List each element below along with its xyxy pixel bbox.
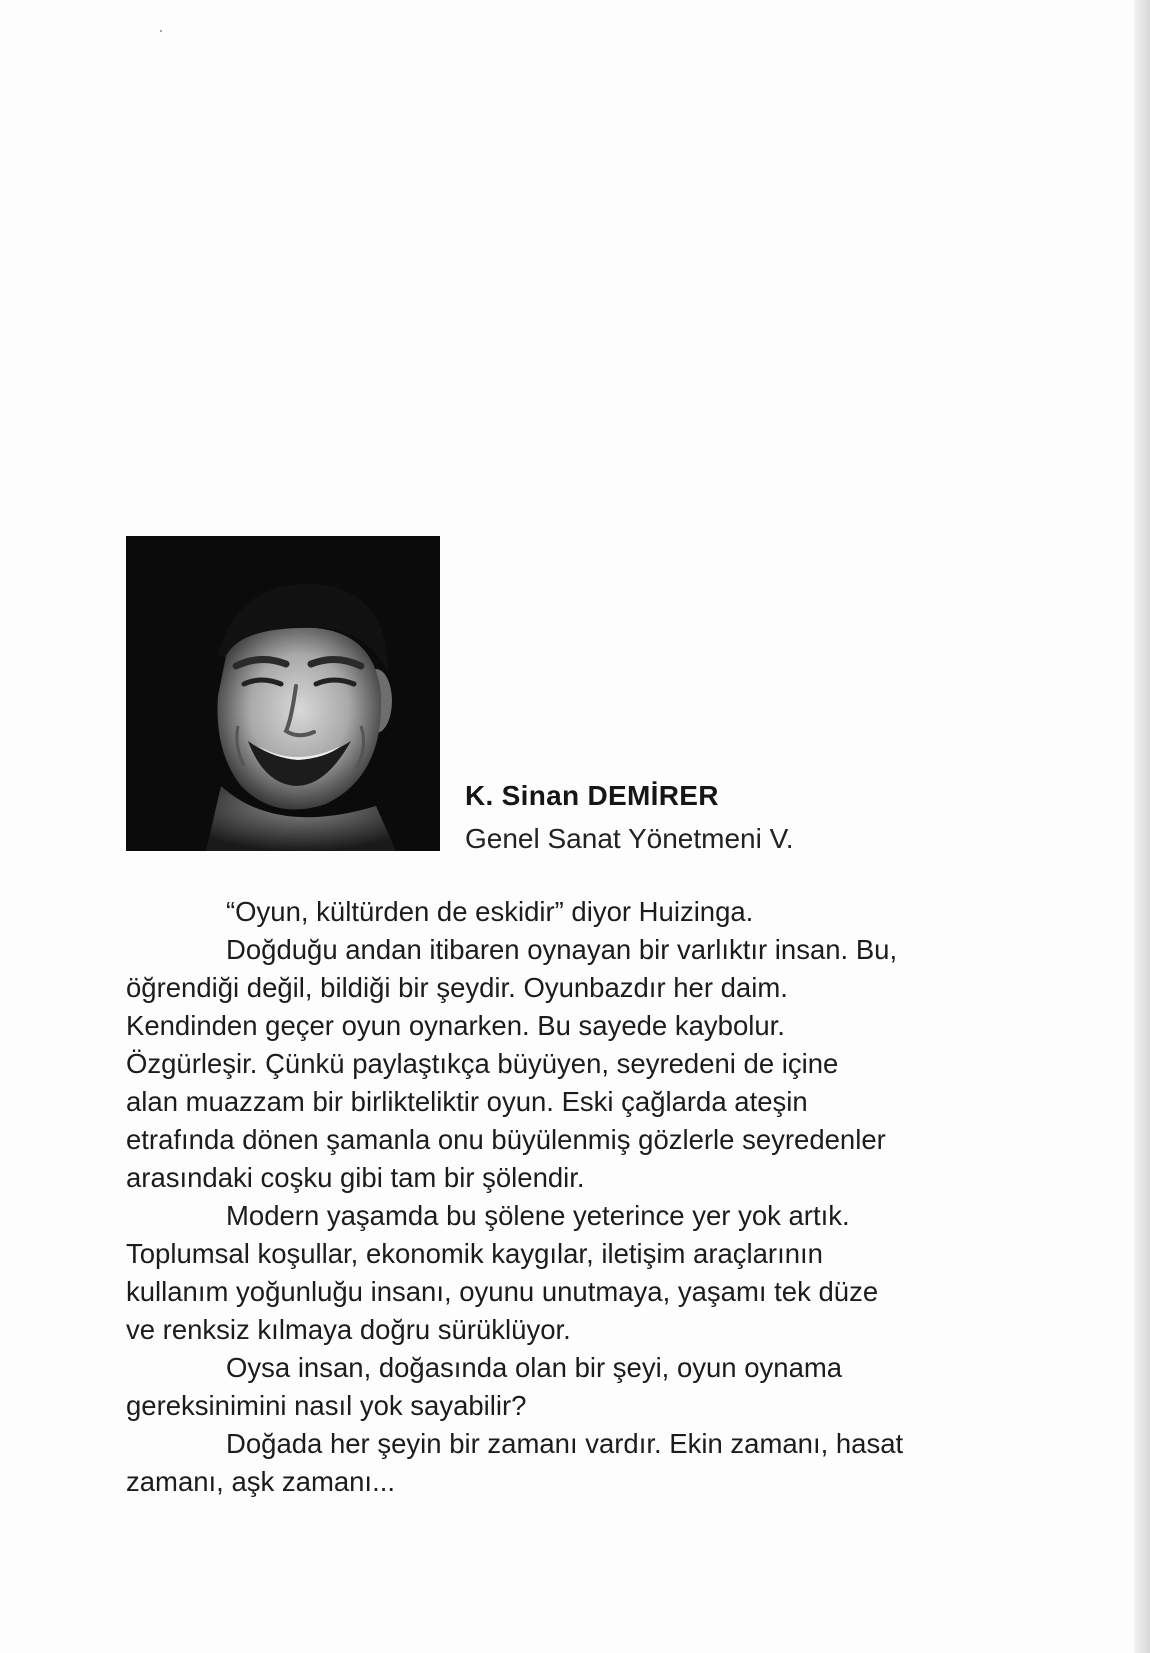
paragraph-line: Doğada her şeyin bir zamanı vardır. Ekin zamanı, hasat bbox=[226, 1428, 904, 1459]
paragraph-line: Özgürleşir. Çünkü paylaştıkça büyüyen, seyredeni de içine bbox=[126, 1048, 839, 1079]
author-name: K. Sinan DEMİRER bbox=[465, 780, 719, 811]
paragraph-line: gereksinimini nasıl yok sayabilir? bbox=[126, 1390, 527, 1421]
author-portrait-photo bbox=[126, 536, 440, 851]
paragraph-line: ve renksiz kılmaya doğru sürüklüyor. bbox=[126, 1314, 571, 1345]
page-edge-shadow bbox=[1134, 0, 1150, 1653]
paragraph-line: Oysa insan, doğasında olan bir şeyi, oyun oynama bbox=[226, 1352, 843, 1383]
paragraph-line: Doğduğu andan itibaren oynayan bir varlıktır insan. Bu, bbox=[226, 934, 898, 965]
paragraph-line: alan muazzam bir birlikteliktir oyun. Eski çağlarda ateşin bbox=[126, 1086, 808, 1117]
paragraph-line: zamanı, aşk zamanı... bbox=[126, 1466, 395, 1497]
paragraph-line: kullanım yoğunluğu insanı, oyunu unutmaya, yaşamı tek düze bbox=[126, 1276, 879, 1307]
scan-speck bbox=[160, 30, 162, 32]
paragraph-line: “Oyun, kültürden de eskidir” diyor Huizinga. bbox=[226, 896, 754, 927]
paragraph-line: Kendinden geçer oyun oynarken. Bu sayede kaybolur. bbox=[126, 1010, 785, 1041]
portrait-icon bbox=[126, 536, 440, 851]
paragraph-line: Modern yaşamda bu şölene yeterince yer yok artık. bbox=[226, 1200, 850, 1231]
paragraph-line: etrafında dönen şamanla onu büyülenmiş gözlerle seyredenler bbox=[126, 1124, 886, 1155]
author-role: Genel Sanat Yönetmeni V. bbox=[465, 823, 794, 854]
paragraph-line: Toplumsal koşullar, ekonomik kaygılar, iletişim araçlarının bbox=[126, 1238, 823, 1269]
paragraph-line: öğrendiği değil, bildiği bir şeydir. Oyunbazdır her daim. bbox=[126, 972, 788, 1003]
paragraph-line: arasındaki coşku gibi tam bir şölendir. bbox=[126, 1162, 585, 1193]
body-text bbox=[126, 893, 1006, 1501]
